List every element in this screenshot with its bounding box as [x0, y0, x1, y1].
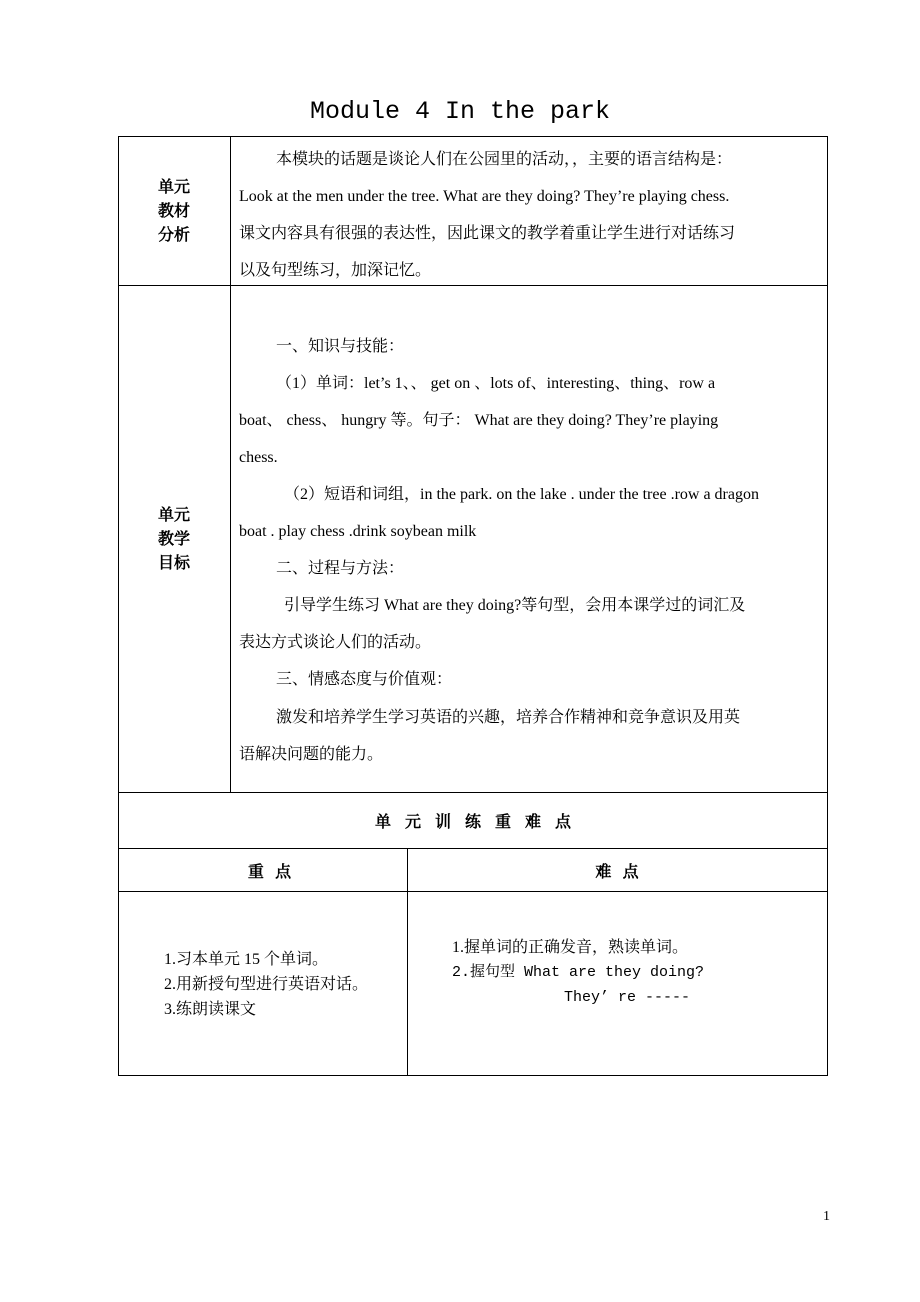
objectives-line-6: boat . play chess .drink soybean milk: [239, 523, 477, 540]
row-divider-2: [118, 792, 828, 793]
objectives-line-8: 引导学生练习 What are they doing?等句型，会用本课学过的词汇及: [284, 597, 746, 614]
analysis-line-4: 以及句型练习，加深记忆。: [239, 262, 432, 279]
row-divider-1: [118, 285, 828, 286]
objectives-label: 单元 教学 目标: [157, 505, 190, 572]
objectives-line-2: （1）单词：let’s 1、、 get on 、lots of、interesting、thing、row a: [276, 375, 716, 392]
objectives-line-9: 表达方式谈论人们的活动。: [239, 634, 432, 651]
analysis-line-1: 本模块的话题是谈论人们在公园里的活动，，主要的语言结构是：: [276, 151, 733, 168]
label-column-divider: [230, 136, 231, 792]
list-item: 3.练朗读课文: [164, 1001, 257, 1018]
objectives-line-3: boat、 chess、 hungry 等。句子： What are they doing? They’re playing: [239, 412, 719, 429]
list-item: 1.握单词的正确发音，熟读单词。: [452, 939, 689, 956]
key-points-header: 重 点: [247, 862, 292, 881]
difficult-points-list: [452, 935, 704, 1010]
objectives-line-4: chess.: [239, 449, 278, 466]
list-item: 2.用新授句型进行英语对话。: [164, 976, 369, 993]
table-bottom-border: [118, 1075, 828, 1076]
table-top-border: [118, 136, 828, 137]
page-number: 1: [823, 1209, 830, 1224]
document-title: Module 4 In the park: [309, 97, 611, 126]
objectives-line-11: 激发和培养学生学习英语的兴趣，培养合作精神和竞争意识及用英: [276, 709, 741, 726]
analysis-label: 单元 教材 分析: [157, 177, 190, 244]
objectives-line-1: 一、知识与技能：: [276, 338, 405, 355]
objectives-line-10: 三、情感态度与价值观：: [276, 671, 453, 688]
list-item: 2.握句型 What are they doing?: [452, 964, 705, 981]
key-points-list: [164, 947, 368, 1022]
objectives-line-12: 语解决问题的能力。: [239, 746, 384, 763]
analysis-line-3: 课文内容具有很强的表达性，因此课文的教学着重让学生进行对话练习: [239, 225, 736, 242]
analysis-line-2: Look at the men under the tree. What are they doing? They’re playing chess.: [239, 188, 730, 205]
focus-column-divider: [407, 848, 408, 1075]
difficult-points-header: 难 点: [595, 862, 639, 881]
list-item: 1.习本单元 15 个单词。: [164, 951, 329, 968]
row-divider-3: [118, 848, 828, 849]
objectives-line-5: （2）短语和词组，in the park. on the lake . under the tree .row a dragon: [284, 486, 759, 503]
row-divider-4: [118, 891, 828, 892]
objectives-line-7: 二、过程与方法：: [276, 560, 405, 577]
table-right-border: [827, 136, 828, 1076]
focus-section-title: 单元训练重难点: [374, 812, 585, 831]
list-item: They’ re -----: [564, 989, 691, 1006]
table-left-border: [118, 136, 119, 1076]
